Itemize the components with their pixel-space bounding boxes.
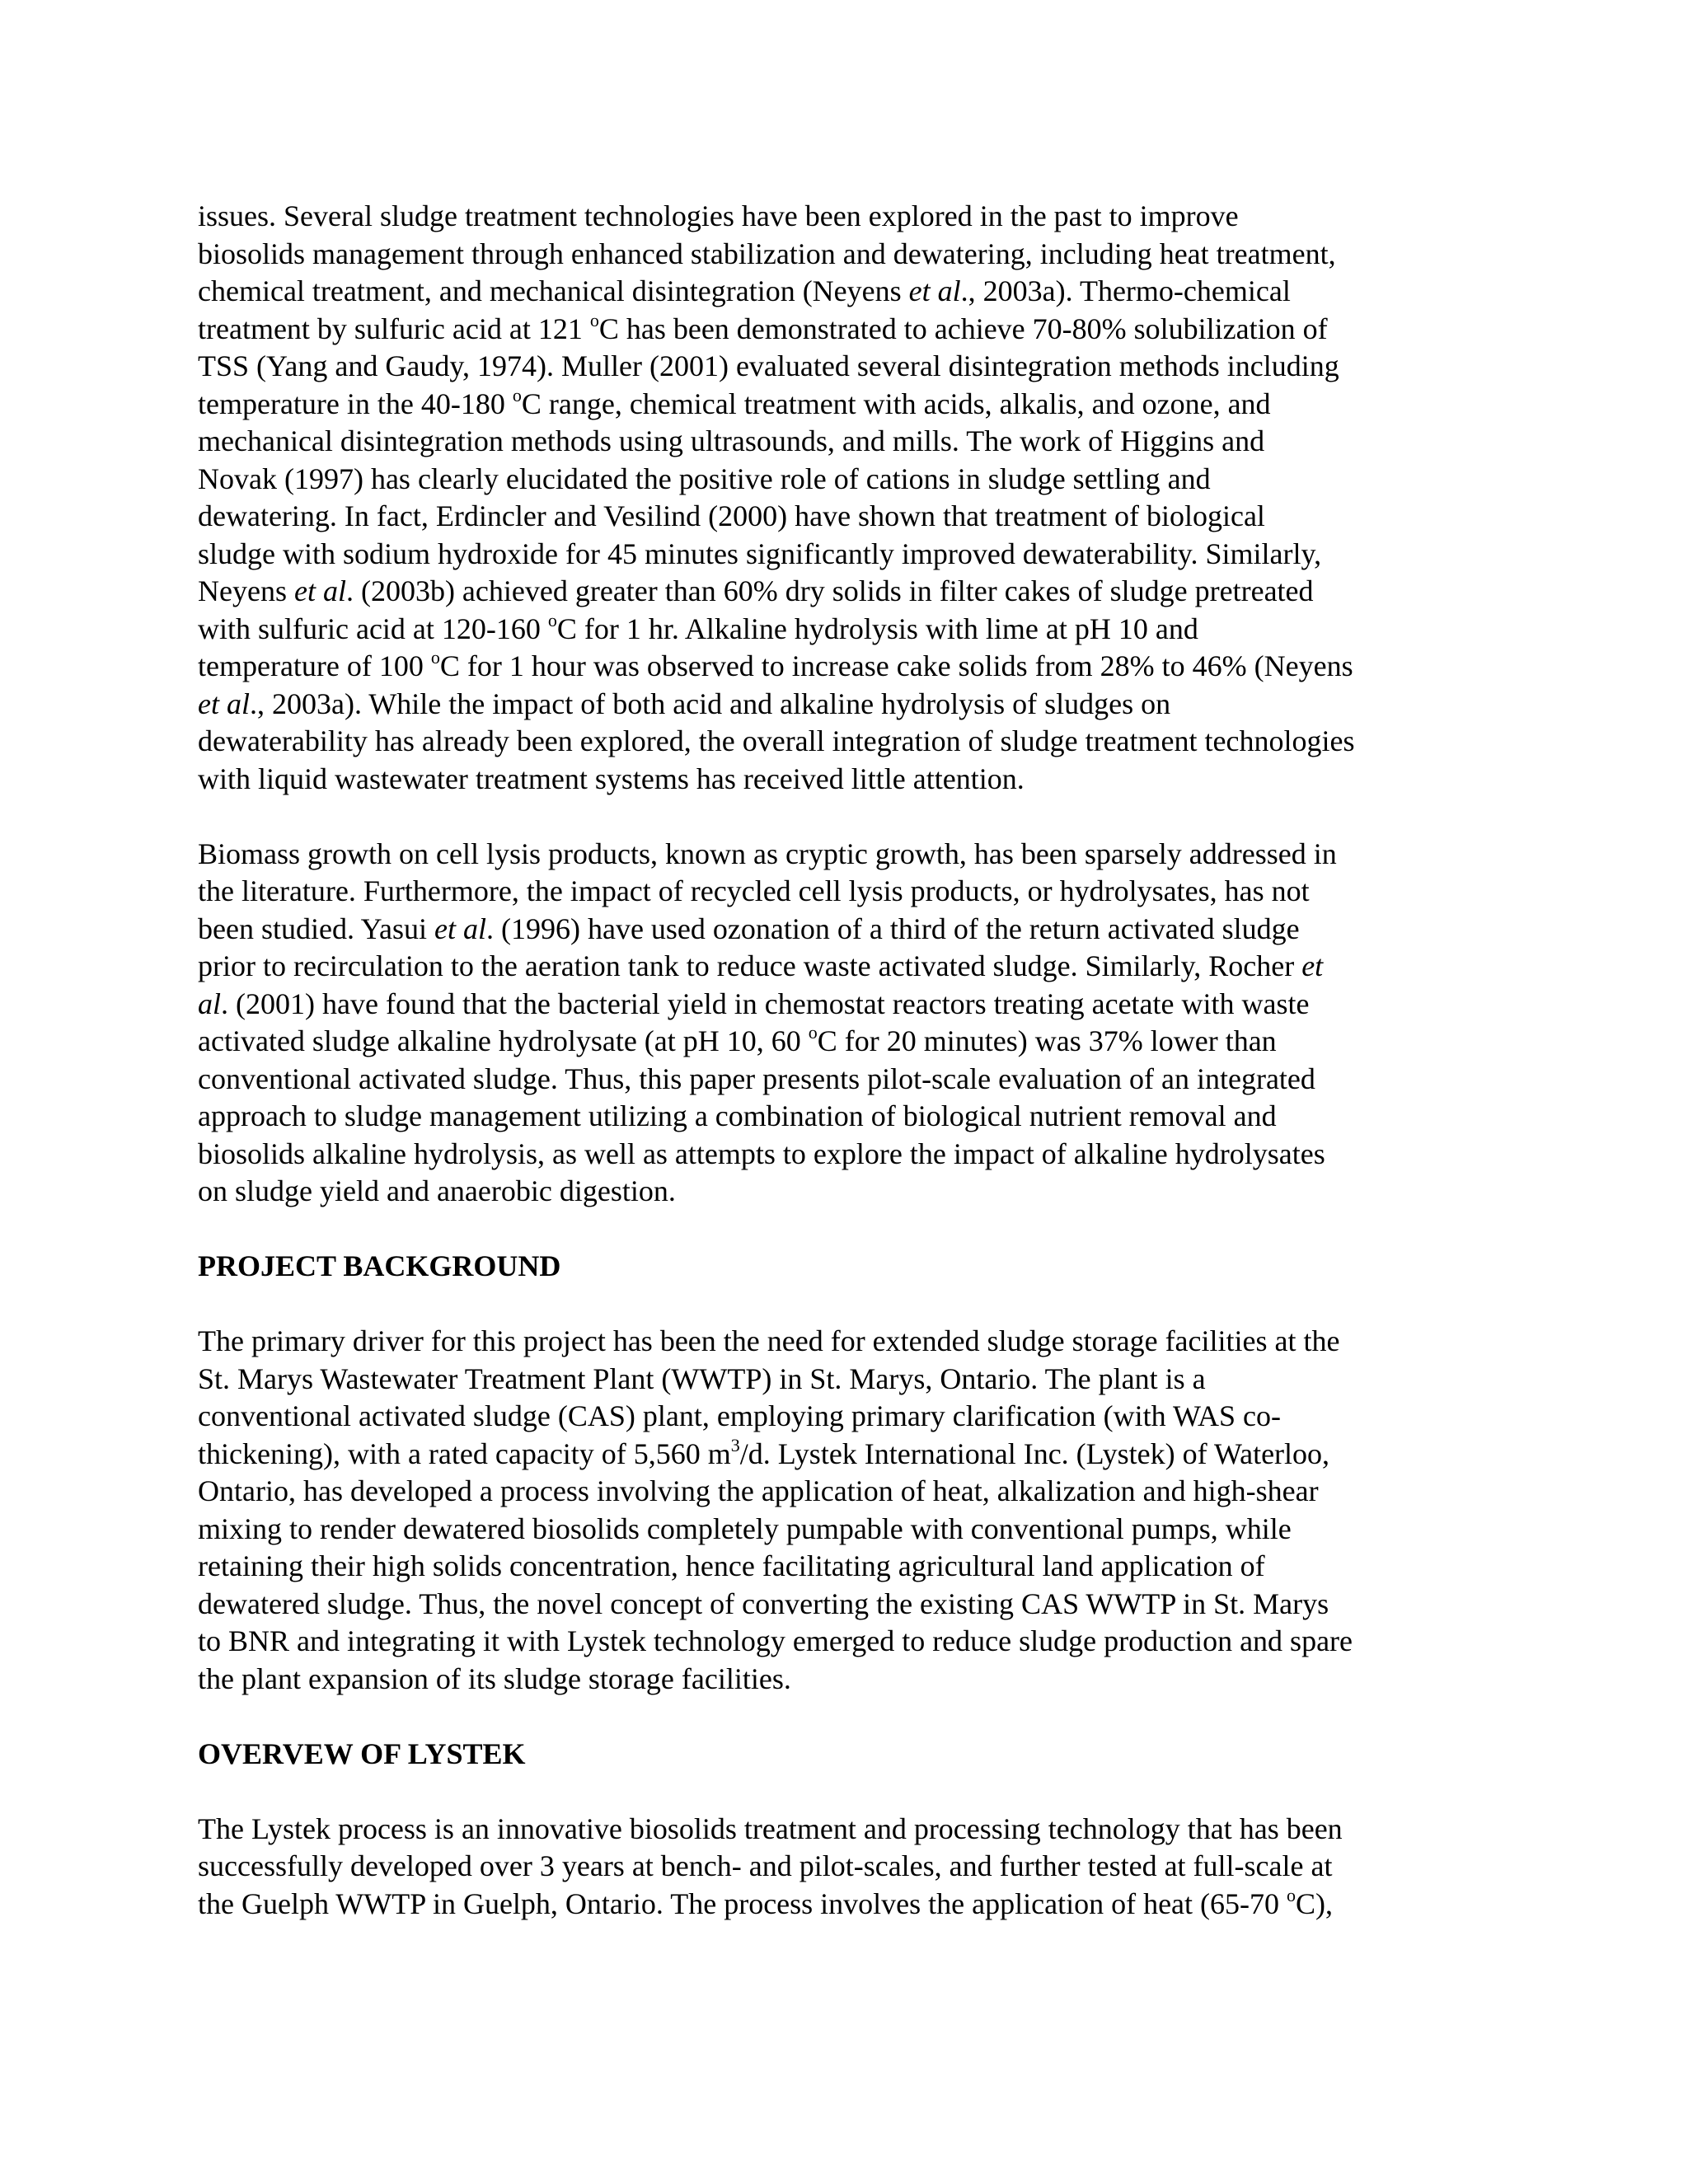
text-line: the Guelph WWTP in Guelph, Ontario. The process involves the application of heat (65-70 $^o$C), [198, 1884, 1334, 1920]
text-line: al. (2001) have found that the bacterial yield in chemostat reactors treating acetate with waste [198, 987, 1310, 1020]
text-line: retaining their high solids concentration, hence facilitating agricultural land application of [198, 1549, 1265, 1582]
text-line: The Lystek process is an innovative biosolids treatment and processing technology that has been [198, 1811, 1343, 1845]
body-paragraph [198, 198, 1500, 798]
text-line: been studied. Yasui et al. (1996) have used ozonation of a third of the return activated sludge [198, 912, 1300, 945]
body-paragraph [198, 1323, 1500, 1698]
text-line: the plant expansion of its sludge storage facilities. [198, 1661, 791, 1695]
text-line: PROJECT BACKGROUND [198, 1249, 561, 1282]
text-line: Neyens et al. (2003b) achieved greater than 60% dry solids in filter cakes of sludge pretreated [198, 574, 1314, 607]
text-line: issues. Several sludge treatment technologies have been explored in the past to improve [198, 199, 1239, 232]
text-line: sludge with sodium hydroxide for 45 minutes significantly improved dewaterability. Similarly, [198, 537, 1322, 570]
text-line: thickening), with a rated capacity of 5,560 $m^3/d$. Lystek International Inc. (Lystek) of Waterloo, [198, 1434, 1330, 1470]
text-line: mechanical disintegration methods using ultrasounds, and mills. The work of Higgins and [198, 424, 1265, 457]
text-line: to BNR and integrating it with Lystek technology emerged to reduce sludge production and spare [198, 1624, 1353, 1657]
text-line: approach to sludge management utilizing a combination of biological nutrient removal and [198, 1099, 1277, 1132]
text-line: OVERVEW OF LYSTEK [198, 1736, 526, 1770]
text-line: mixing to render dewatered biosolids completely pumpable with conventional pumps, while [198, 1511, 1292, 1545]
text-line: dewaterability has already been explored, the overall integration of sludge treatment technologies [198, 724, 1355, 757]
section-heading [198, 1736, 1500, 1774]
text-line: activated sludge alkaline hydrolysate (at pH 10, 60 $^o$C for 20 minutes) was 37% lower than [198, 1022, 1277, 1057]
body-paragraph [198, 836, 1500, 1211]
text-line: the literature. Furthermore, the impact of recycled cell lysis products, or hydrolysates, has not [198, 874, 1310, 907]
body-paragraph [198, 1811, 1500, 1924]
text-line: The primary driver for this project has been the need for extended sludge storage facilities at the [198, 1324, 1340, 1357]
text-line: biosolids management through enhanced stabilization and dewatering, including heat treatment, [198, 237, 1336, 270]
text-line: conventional activated sludge (CAS) plant, employing primary clarification (with WAS co- [198, 1399, 1281, 1432]
text-line: TSS (Yang and Gaudy, 1974). Muller (2001) evaluated several disintegration methods including [198, 349, 1339, 382]
text-line: successfully developed over 3 years at bench- and pilot-scales, and further tested at full-scale at [198, 1849, 1333, 1882]
text-line: treatment by sulfuric acid at 121 $^o$C has been demonstrated to achieve 70-80% solubilization of [198, 309, 1328, 345]
text-line: chemical treatment, and mechanical disintegration (Neyens et al., 2003a). Thermo-chemical [198, 274, 1291, 307]
section-heading [198, 1248, 1500, 1286]
text-line: Ontario, has developed a process involving the application of heat, alkalization and high-shear [198, 1474, 1319, 1507]
text-line: dewatered sludge. Thus, the novel concept of converting the existing CAS WWTP in St. Marys [198, 1586, 1329, 1620]
text-line: et al., 2003a). While the impact of both acid and alkaline hydrolysis of sludges on [198, 687, 1171, 720]
text-line: with sulfuric acid at 120-160 $^o$C for 1 hr. Alkaline hydrolysis with lime at pH 10 and [198, 609, 1198, 645]
text-line: temperature in the 40-180 $^o$C range, chemical treatment with acids, alkalis, and ozone, and [198, 384, 1271, 420]
document-page [198, 198, 1500, 1961]
text-line: temperature of 100 $^o$C for 1 hour was observed to increase cake solids from 28% to 46% (Neyens [198, 647, 1353, 682]
text-line: biosolids alkaline hydrolysis, as well as attempts to explore the impact of alkaline hydrolysates [198, 1137, 1325, 1170]
text-line: on sludge yield and anaerobic digestion. [198, 1174, 676, 1207]
text-line: Novak (1997) has clearly elucidated the positive role of cations in sludge settling and [198, 462, 1211, 495]
text-line: conventional activated sludge. Thus, this paper presents pilot-scale evaluation of an integrated [198, 1062, 1315, 1095]
text-line: St. Marys Wastewater Treatment Plant (WWTP) in St. Marys, Ontario. The plant is a [198, 1361, 1206, 1395]
text-line: dewatering. In fact, Erdincler and Vesilind (2000) have shown that treatment of biological [198, 499, 1265, 532]
text-line: Biomass growth on cell lysis products, known as cryptic growth, has been sparsely addressed in [198, 837, 1337, 870]
text-line: prior to recirculation to the aeration tank to reduce waste activated sludge. Similarly, Rocher et [198, 949, 1324, 982]
text-line: with liquid wastewater treatment systems has received little attention. [198, 762, 1025, 795]
